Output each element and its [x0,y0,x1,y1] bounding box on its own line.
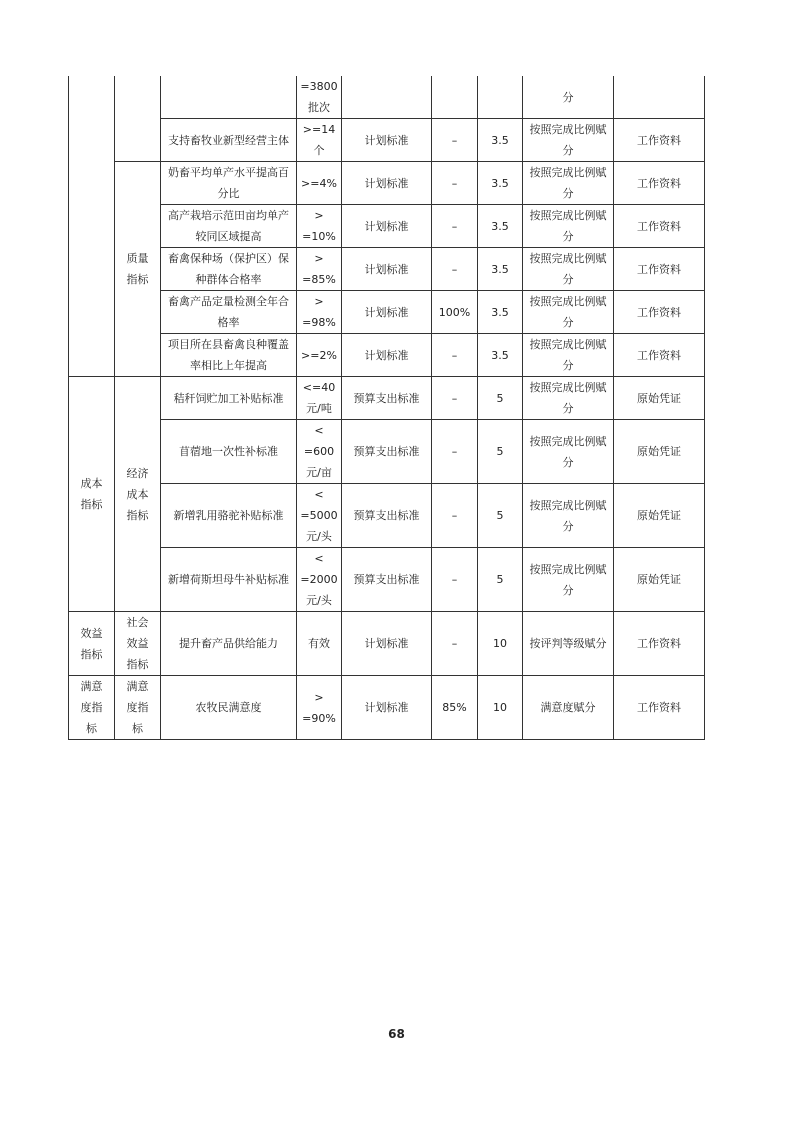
target-cell: 有效 [297,612,342,676]
weight-cell: 5 [478,377,523,420]
basis-cell: 计划标准 [342,119,432,162]
target-cell: > =98% [297,291,342,334]
basis-cell: 计划标准 [342,676,432,740]
score-rule-cell: 按照完成比例赋 分 [523,291,614,334]
source-cell [614,76,705,119]
performance-indicator-table [68,76,705,740]
page-number: 68 [388,1027,405,1041]
indicator-name-cell: 项目所在县畜禽良种覆盖 率相比上年提高 [161,334,297,377]
weight-cell: 10 [478,676,523,740]
weight-cell: 3.5 [478,334,523,377]
hist-cell: – [432,612,478,676]
weight-cell: 3.5 [478,248,523,291]
hist-cell: – [432,548,478,612]
table-row [69,377,705,420]
indicator-name-cell: 畜禽保种场（保护区）保 种群体合格率 [161,248,297,291]
table-row [69,205,705,248]
score-rule-cell: 按照完成比例赋 分 [523,119,614,162]
hist-cell: – [432,119,478,162]
score-rule-cell: 按评判等级赋分 [523,612,614,676]
target-cell: > =10% [297,205,342,248]
hist-cell: – [432,484,478,548]
source-cell: 工作资料 [614,162,705,205]
weight-cell: 3.5 [478,162,523,205]
indicator-name-cell: 新增荷斯坦母牛补贴标准 [161,548,297,612]
hist-cell: – [432,205,478,248]
score-rule-cell: 按照完成比例赋 分 [523,334,614,377]
l2-satisfaction-indicator: 满意 度指 标 [115,676,161,740]
target-cell: >=2% [297,334,342,377]
target-cell: =3800 批次 [297,76,342,119]
source-cell: 原始凭证 [614,420,705,484]
table-row [69,291,705,334]
indicator-name-cell: 苜蓿地一次性补标准 [161,420,297,484]
basis-cell: 预算支出标准 [342,377,432,420]
hist-cell: 100% [432,291,478,334]
hist-cell: – [432,334,478,377]
indicator-name-cell: 新增乳用骆驼补贴标准 [161,484,297,548]
source-cell: 工作资料 [614,205,705,248]
l2-social-benefit-indicator: 社会 效益 指标 [115,612,161,676]
target-cell: > =90% [297,676,342,740]
weight-cell: 5 [478,420,523,484]
basis-cell: 计划标准 [342,162,432,205]
l1-satisfaction-indicator: 满意 度指 标 [69,676,115,740]
l1-indicator-cell [69,76,115,377]
basis-cell: 预算支出标准 [342,484,432,548]
weight-cell [478,76,523,119]
target-cell: < =5000 元/头 [297,484,342,548]
source-cell: 原始凭证 [614,484,705,548]
source-cell: 工作资料 [614,676,705,740]
table-row [69,162,705,205]
source-cell: 工作资料 [614,612,705,676]
score-rule-cell: 分 [523,76,614,119]
source-cell: 原始凭证 [614,377,705,420]
target-cell: < =600 元/亩 [297,420,342,484]
score-rule-cell: 按照完成比例赋 分 [523,162,614,205]
table-row [69,248,705,291]
score-rule-cell: 满意度赋分 [523,676,614,740]
hist-cell [432,76,478,119]
indicator-name-cell: 高产栽培示范田亩均单产 较同区域提高 [161,205,297,248]
target-cell: >=14 个 [297,119,342,162]
table-row [69,484,705,548]
target-cell: > =85% [297,248,342,291]
weight-cell: 3.5 [478,205,523,248]
basis-cell: 计划标准 [342,205,432,248]
weight-cell: 5 [478,548,523,612]
indicator-name-cell: 畜禽产品定量检测全年合 格率 [161,291,297,334]
basis-cell: 计划标准 [342,248,432,291]
indicator-name-cell: 支持畜牧业新型经营主体 [161,119,297,162]
indicator-name-cell: 秸秆饲贮加工补贴标准 [161,377,297,420]
table-row [69,676,705,740]
target-cell: >=4% [297,162,342,205]
hist-cell: – [432,162,478,205]
indicator-name-cell: 奶畜平均单产水平提高百 分比 [161,162,297,205]
hist-cell: – [432,377,478,420]
basis-cell: 计划标准 [342,612,432,676]
basis-cell: 预算支出标准 [342,548,432,612]
indicator-name-cell: 提升畜产品供给能力 [161,612,297,676]
weight-cell: 3.5 [478,291,523,334]
table-row [69,548,705,612]
table-row [69,334,705,377]
score-rule-cell: 按照完成比例赋 分 [523,205,614,248]
score-rule-cell: 按照完成比例赋 分 [523,248,614,291]
source-cell: 工作资料 [614,248,705,291]
indicator-name-cell [161,76,297,119]
score-rule-cell: 按照完成比例赋 分 [523,484,614,548]
hist-cell: 85% [432,676,478,740]
basis-cell: 预算支出标准 [342,420,432,484]
weight-cell: 10 [478,612,523,676]
l2-quality-indicator: 质量 指标 [115,162,161,377]
table-row [69,420,705,484]
weight-cell: 3.5 [478,119,523,162]
target-cell: < =2000 元/头 [297,548,342,612]
table-row [69,119,705,162]
score-rule-cell: 按照完成比例赋 分 [523,548,614,612]
table-row [69,612,705,676]
indicator-name-cell: 农牧民满意度 [161,676,297,740]
source-cell: 工作资料 [614,291,705,334]
basis-cell: 计划标准 [342,334,432,377]
l1-cost-indicator: 成本 指标 [69,377,115,612]
basis-cell: 计划标准 [342,291,432,334]
target-cell: <=40 元/吨 [297,377,342,420]
weight-cell: 5 [478,484,523,548]
table-row [69,76,705,119]
source-cell: 工作资料 [614,119,705,162]
l1-benefit-indicator: 效益 指标 [69,612,115,676]
basis-cell [342,76,432,119]
hist-cell: – [432,420,478,484]
source-cell: 原始凭证 [614,548,705,612]
source-cell: 工作资料 [614,334,705,377]
score-rule-cell: 按照完成比例赋 分 [523,377,614,420]
l2-economic-cost-indicator: 经济 成本 指标 [115,377,161,612]
hist-cell: – [432,248,478,291]
score-rule-cell: 按照完成比例赋 分 [523,420,614,484]
l2-indicator-cell [115,76,161,162]
